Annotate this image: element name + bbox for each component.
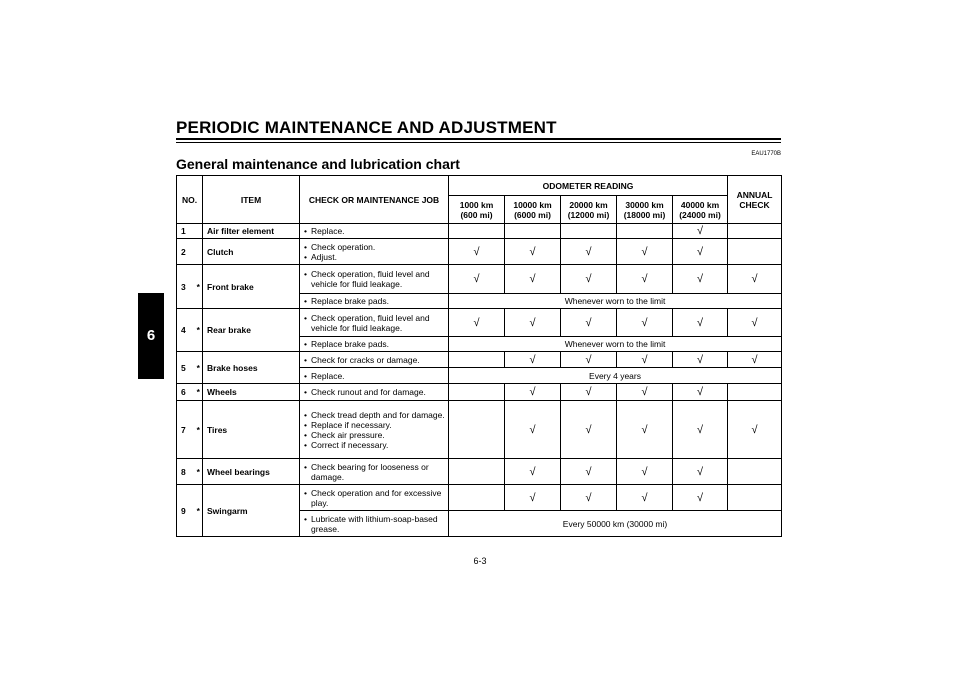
check-mark: √: [449, 265, 505, 294]
check-mark: √: [449, 239, 505, 265]
table-row: 3 * Front brake • Check operation, fluid level and vehicle for fluid leakage. √ √ √ √ √ √: [177, 265, 782, 294]
table-row: • Replace. Every 4 years: [177, 368, 782, 384]
check-mark: √: [728, 309, 782, 337]
maintenance-chart-table: [176, 175, 782, 537]
check-mark: √: [673, 309, 728, 337]
check-mark: √: [561, 309, 617, 337]
interval-5: 40000 km (24000 mi): [673, 196, 728, 224]
check-mark: √: [561, 352, 617, 368]
table-row: 8 * Wheel bearings • Check bearing for looseness or damage. √ √ √ √: [177, 459, 782, 485]
interval-1: 1000 km (600 mi): [449, 196, 505, 224]
check-mark: √: [617, 352, 673, 368]
check-mark: √: [673, 401, 728, 459]
check-mark: √: [505, 485, 561, 511]
table-row: 4 * Rear brake • Check operation, fluid level and vehicle for fluid leakage. √ √ √ √ √ √: [177, 309, 782, 337]
chapter-tab-number: 6: [146, 327, 156, 344]
page-number: 6-3: [473, 556, 487, 566]
check-mark: √: [617, 459, 673, 485]
check-mark: √: [505, 265, 561, 294]
table-row: • Lubricate with lithium-soap-based grease. Every 50000 km (30000 mi): [177, 511, 782, 537]
header-rule-thick: [176, 138, 781, 140]
check-mark: √: [728, 265, 782, 294]
header-annual: ANNUAL CHECK: [728, 176, 782, 224]
check-mark: √: [561, 265, 617, 294]
check-mark: √: [505, 239, 561, 265]
table-row: • Replace brake pads. Whenever worn to the limit: [177, 294, 782, 309]
check-mark: √: [728, 352, 782, 368]
check-mark: √: [617, 485, 673, 511]
interval-4: 30000 km (18000 mi): [617, 196, 673, 224]
check-mark: √: [561, 401, 617, 459]
check-mark: √: [673, 239, 728, 265]
table-row: 7 * Tires • Check tread depth and for damage. • Replace if necessary. • Check air pressure. • Correct if necessary. √ √ √ √ √: [177, 401, 782, 459]
check-mark: √: [505, 459, 561, 485]
table-row: 1 Air filter element • Replace. √: [177, 224, 782, 239]
check-mark: √: [617, 384, 673, 401]
interval-3: 20000 km (12000 mi): [561, 196, 617, 224]
check-mark: √: [505, 309, 561, 337]
check-mark: √: [617, 265, 673, 294]
table-row: 2 Clutch • Check operation. • Adjust. √ √ √ √ √: [177, 239, 782, 265]
check-mark: √: [505, 384, 561, 401]
interval-2: 10000 km (6000 mi): [505, 196, 561, 224]
header-no: NO.: [177, 176, 203, 224]
check-mark: √: [673, 265, 728, 294]
section-title: General maintenance and lubrication chart: [176, 156, 460, 172]
check-mark: √: [673, 459, 728, 485]
table-row: • Replace brake pads. Whenever worn to the limit: [177, 337, 782, 352]
check-mark: √: [561, 239, 617, 265]
check-mark: √: [728, 401, 782, 459]
check-mark: √: [617, 401, 673, 459]
header-odometer: ODOMETER READING: [449, 176, 728, 196]
check-mark: √: [561, 485, 617, 511]
chapter-tab: [138, 293, 164, 379]
check-mark: √: [561, 459, 617, 485]
check-mark: √: [617, 309, 673, 337]
check-mark: √: [673, 384, 728, 401]
check-mark: √: [673, 352, 728, 368]
check-mark: √: [617, 239, 673, 265]
check-mark: √: [505, 352, 561, 368]
header-job: CHECK OR MAINTENANCE JOB: [300, 176, 449, 224]
table-row: 6 * Wheels • Check runout and for damage. √ √ √ √: [177, 384, 782, 401]
check-mark: √: [673, 224, 728, 239]
document-code: EAU1770B: [751, 151, 781, 157]
page-header-title: PERIODIC MAINTENANCE AND ADJUSTMENT: [176, 118, 557, 137]
check-mark: √: [505, 401, 561, 459]
check-mark: √: [673, 485, 728, 511]
table-row: 9 * Swingarm • Check operation and for excessive play. √ √ √ √: [177, 485, 782, 511]
check-mark: √: [561, 384, 617, 401]
header-rule-thin: [176, 142, 781, 143]
header-item: ITEM: [203, 176, 300, 224]
check-mark: √: [449, 309, 505, 337]
table-row: 5 * Brake hoses • Check for cracks or damage. √ √ √ √ √: [177, 352, 782, 368]
